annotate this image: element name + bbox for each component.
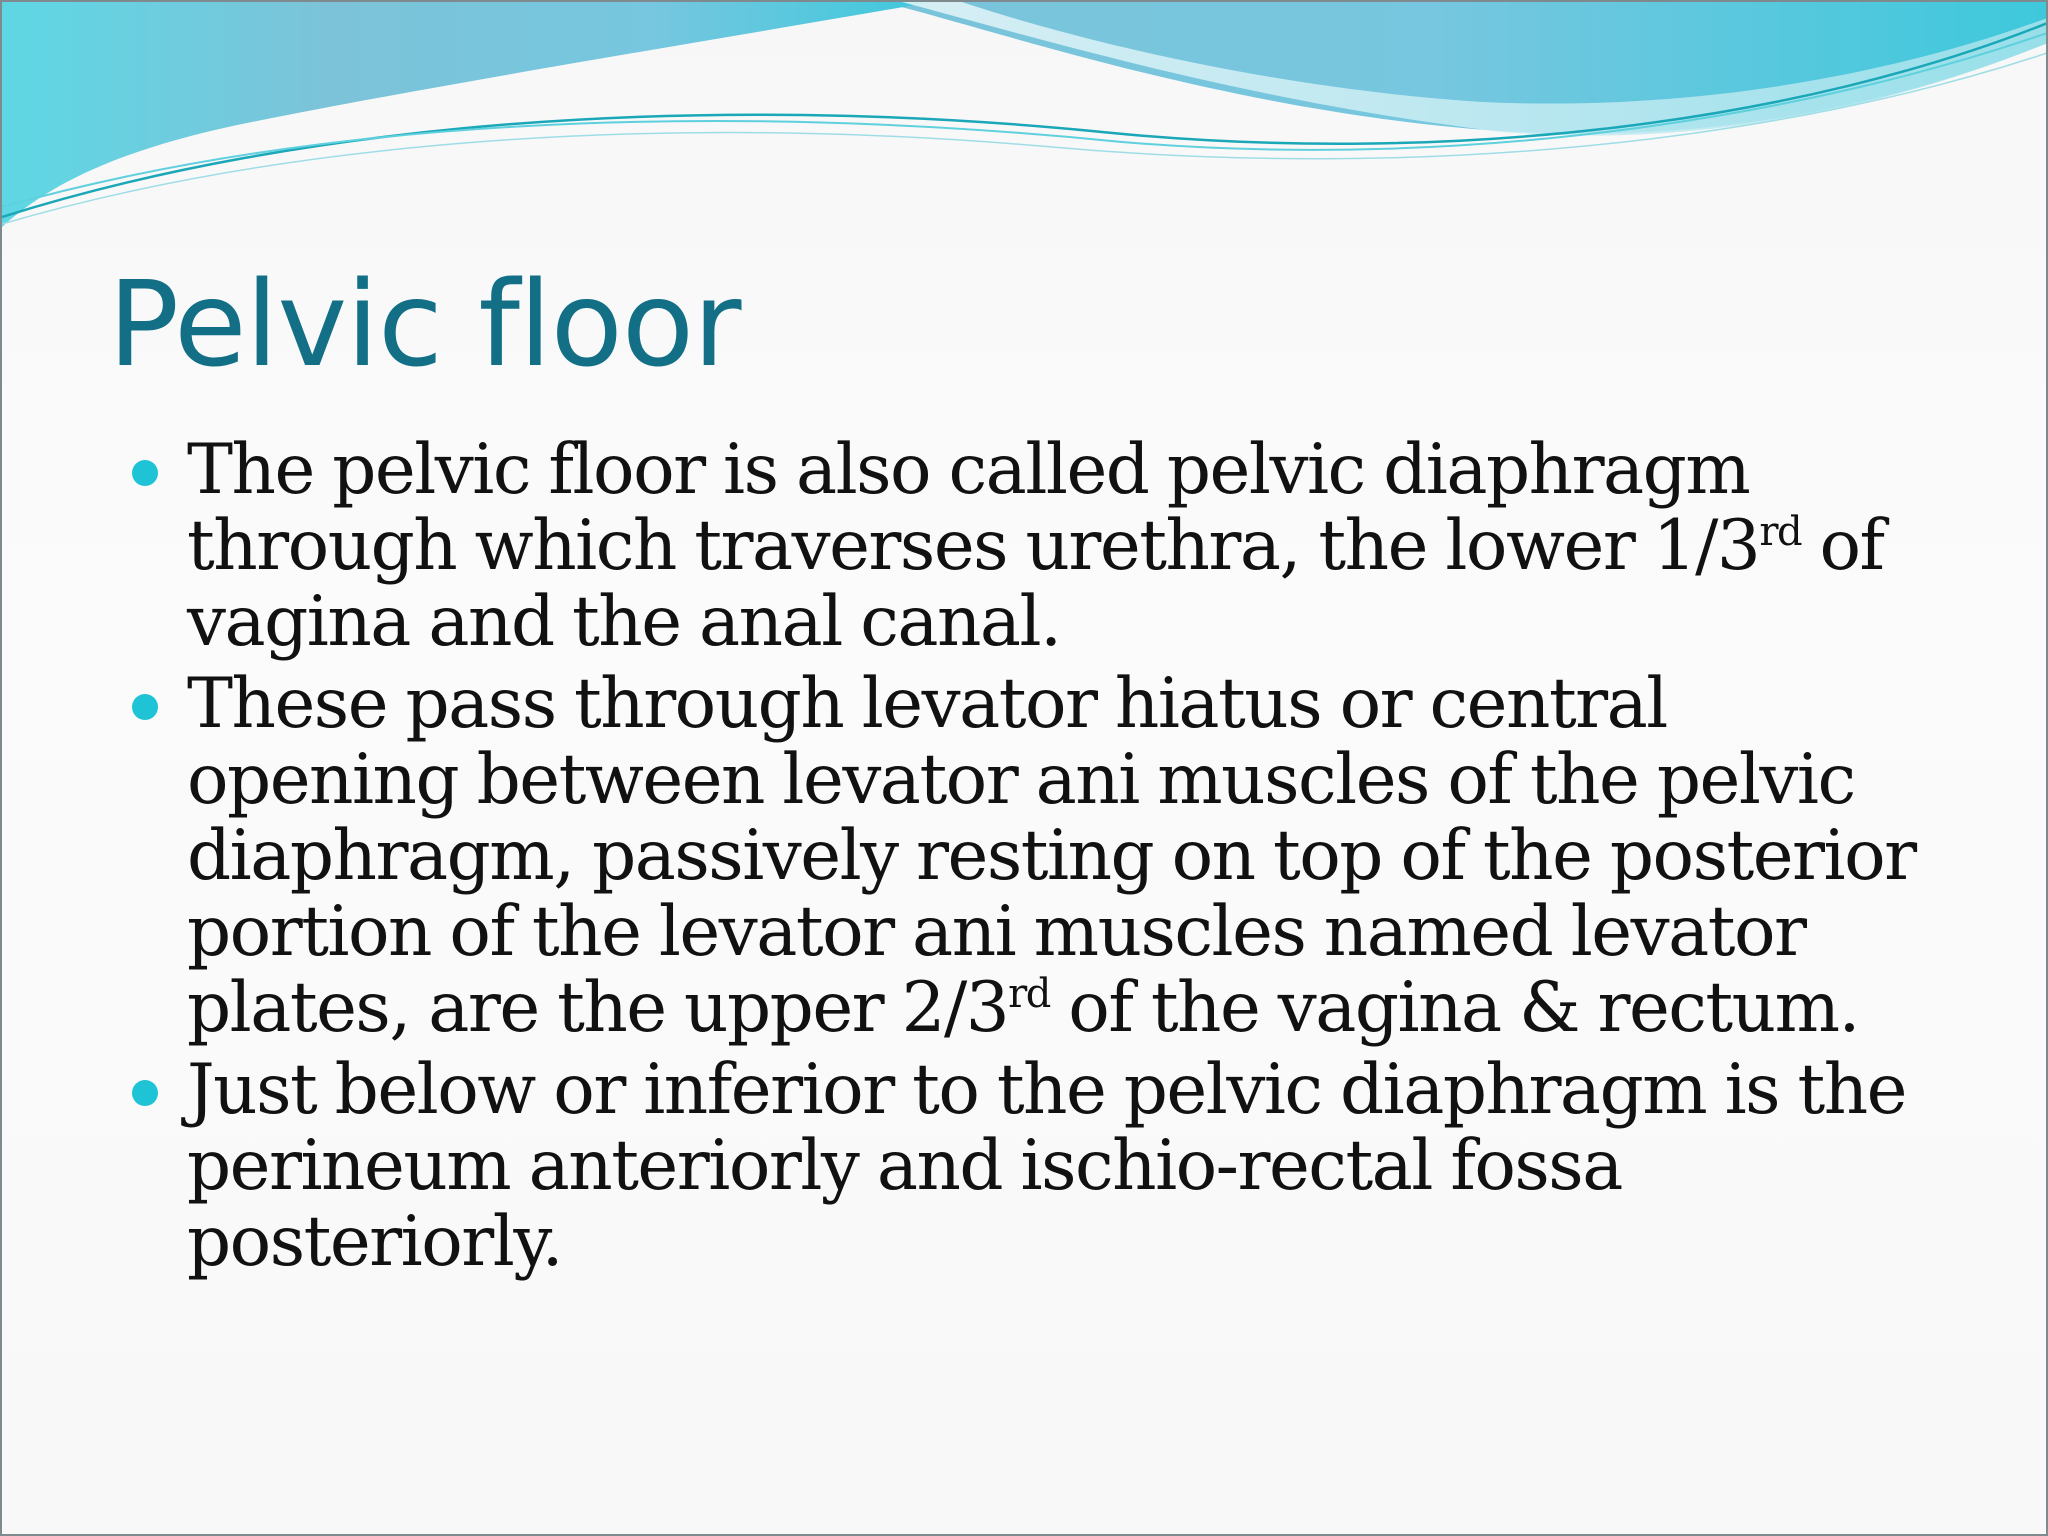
bullet-item bbox=[132, 1052, 1952, 1280]
bullet-dot-icon bbox=[132, 694, 158, 720]
wave-header-decoration bbox=[2, 2, 2048, 242]
bullet-text: Just below or inferior to the pelvic diaphragm is the perineum anteriorly and ischio-rectal fossa posteriorly. bbox=[187, 1050, 1907, 1282]
bullet-dot-icon bbox=[132, 1080, 158, 1106]
bullet-text: These pass through levator hiatus or central opening between levator ani muscles of the pelvic diaphragm, passively resting on top of the posterior portion of the levator ani muscles named levator plates, are the upper 2/3rd of the vagina & rectum. bbox=[187, 664, 1916, 1048]
superscript: rd bbox=[1759, 509, 1802, 555]
bullet-item bbox=[132, 432, 1952, 660]
bullet-dot-icon bbox=[132, 460, 158, 486]
bullet-item bbox=[132, 666, 1952, 1046]
bullet-text: The pelvic floor is also called pelvic diaphragm through which traverses urethra, the lower 1/3rd of vagina and the anal canal. bbox=[187, 430, 1884, 662]
slide-title: Pelvic floor bbox=[108, 255, 741, 393]
superscript: rd bbox=[1008, 971, 1050, 1017]
bullet-list bbox=[132, 432, 1952, 1286]
